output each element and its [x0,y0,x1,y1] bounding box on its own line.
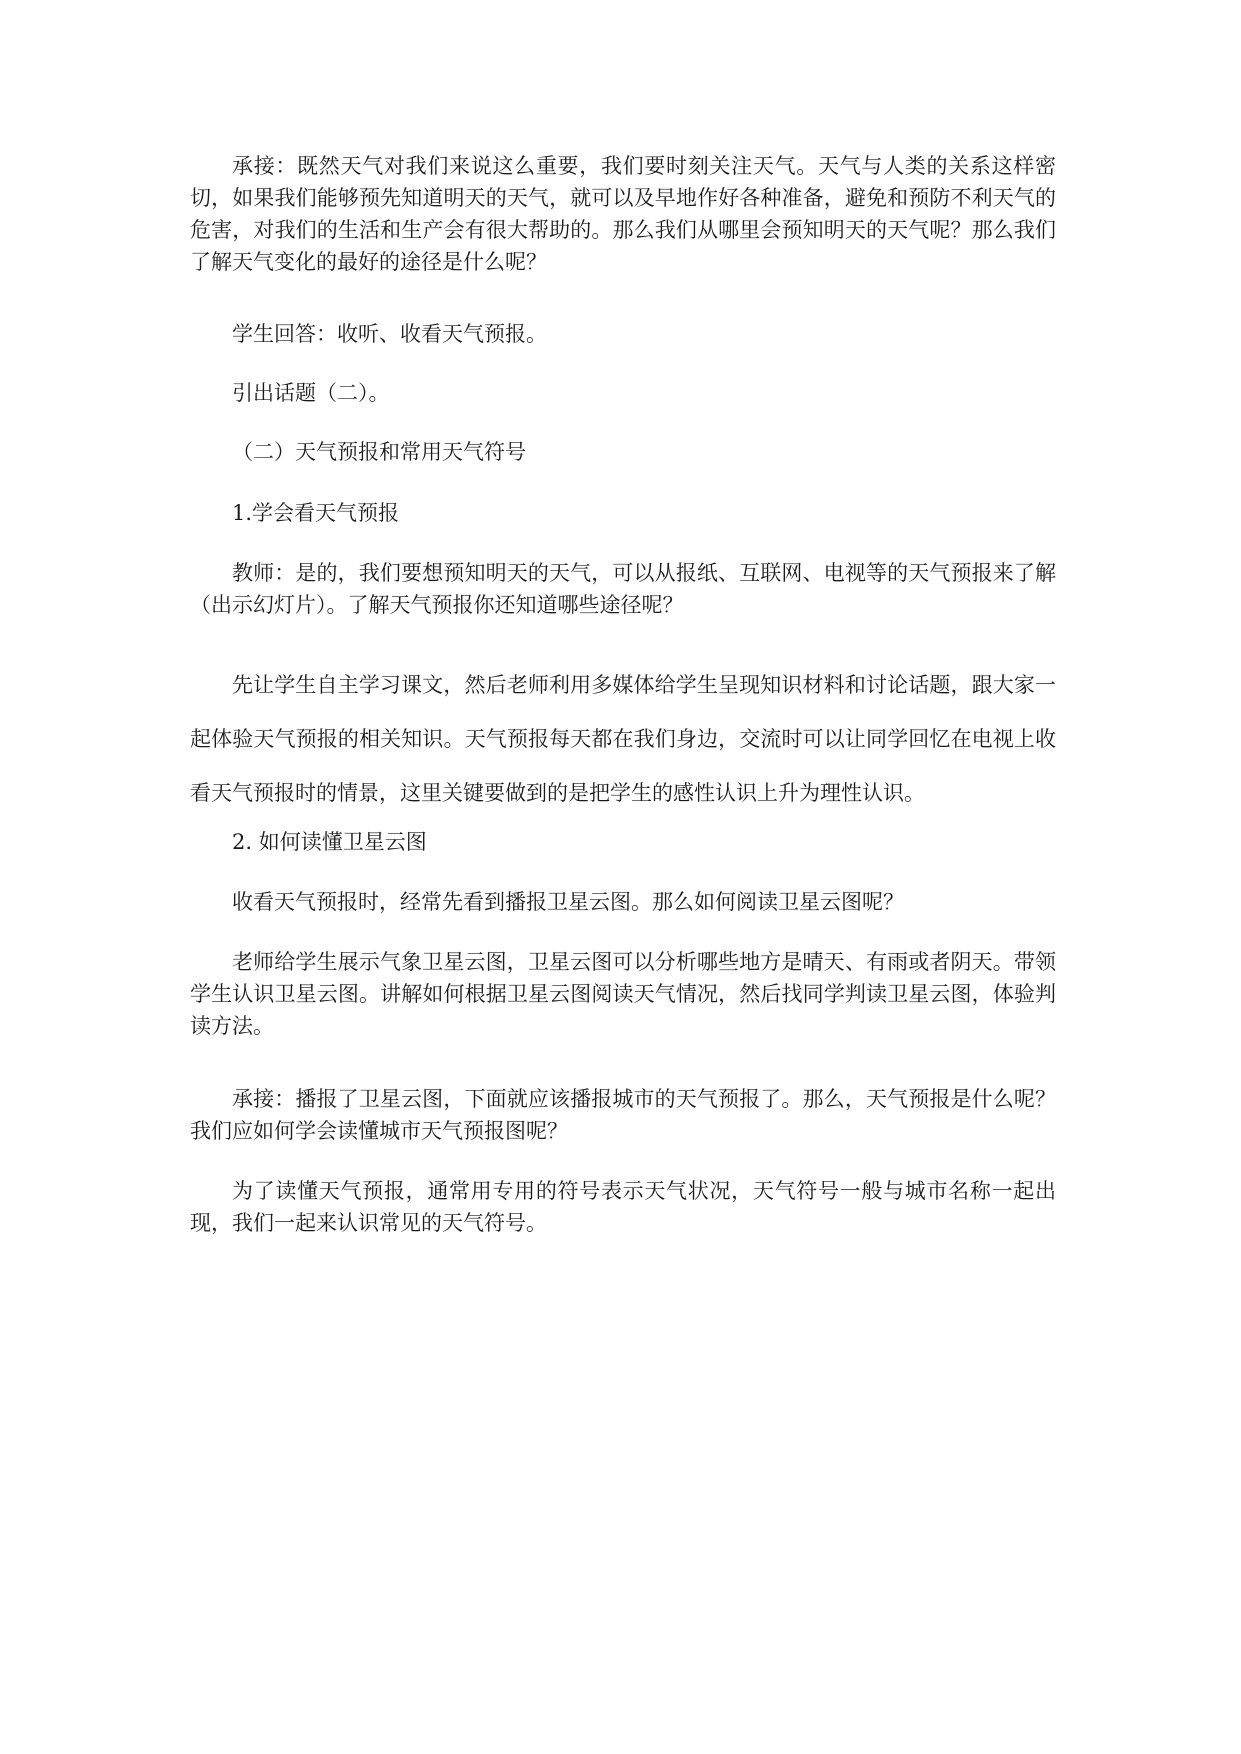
paragraph-student-answer: 学生回答：收听、收看天气预报。 [232,322,547,346]
paragraph-satellite-teaching: 老师给学生展示气象卫星云图，卫星云图可以分析哪些地方是晴天、有雨或者阴天。带领学生认识卫星云图。讲解如何根据卫星云图阅读天气情况，然后找同学判读卫星云图，体验判读方法。 [190,950,1056,1038]
paragraph-introduce-topic: 引出话题（二）。 [232,381,390,405]
paragraph-transition-2: 承接：播报了卫星云图，下面就应该播报城市的天气预报了。那么，天气预报是什么呢？我们应如何学会读懂城市天气预报图呢？ [190,1087,1056,1143]
subheading-1: 1.学会看天气预报 [232,501,400,525]
subheading-2: 2. 如何读懂卫星云图 [232,830,427,854]
paragraph-satellite-intro: 收看天气预报时，经常先看到播报卫星云图。那么如何阅读卫星云图呢？ [232,890,904,914]
section-heading-2: （二）天气预报和常用天气符号 [232,440,526,464]
paragraph-transition-1: 承接：既然天气对我们来说这么重要，我们要时刻关注天气。天气与人类的关系这样密切，如果我们能够预先知道明天的天气，就可以及早地作好各种准备，避免和预防不利天气的危害，对我们的生活和生产会有很大帮助的。那么我们从哪里会预知明天的天气呢？那么我们了解天气变化的最好的途径是什么呢？ [190,154,1056,274]
paragraph-self-study: 先让学生自主学习课文，然后老师利用多媒体给学生呈现知识材料和讨论话题，跟大家一起体验天气预报的相关知识。天气预报每天都在我们身边，交流时可以让同学回忆在电视上收看天气预报时的情景，这里关键要做到的是把学生的感性认识上升为理性认识。 [190,673,1056,805]
paragraph-teacher: 教师：是的，我们要想预知明天的天气，可以从报纸、互联网、电视等的天气预报来了解（出示幻灯片）。了解天气预报你还知道哪些途径呢？ [190,561,1056,617]
paragraph-weather-symbols: 为了读懂天气预报，通常用专用的符号表示天气状况，天气符号一般与城市名称一起出现，我们一起来认识常见的天气符号。 [190,1179,1056,1235]
